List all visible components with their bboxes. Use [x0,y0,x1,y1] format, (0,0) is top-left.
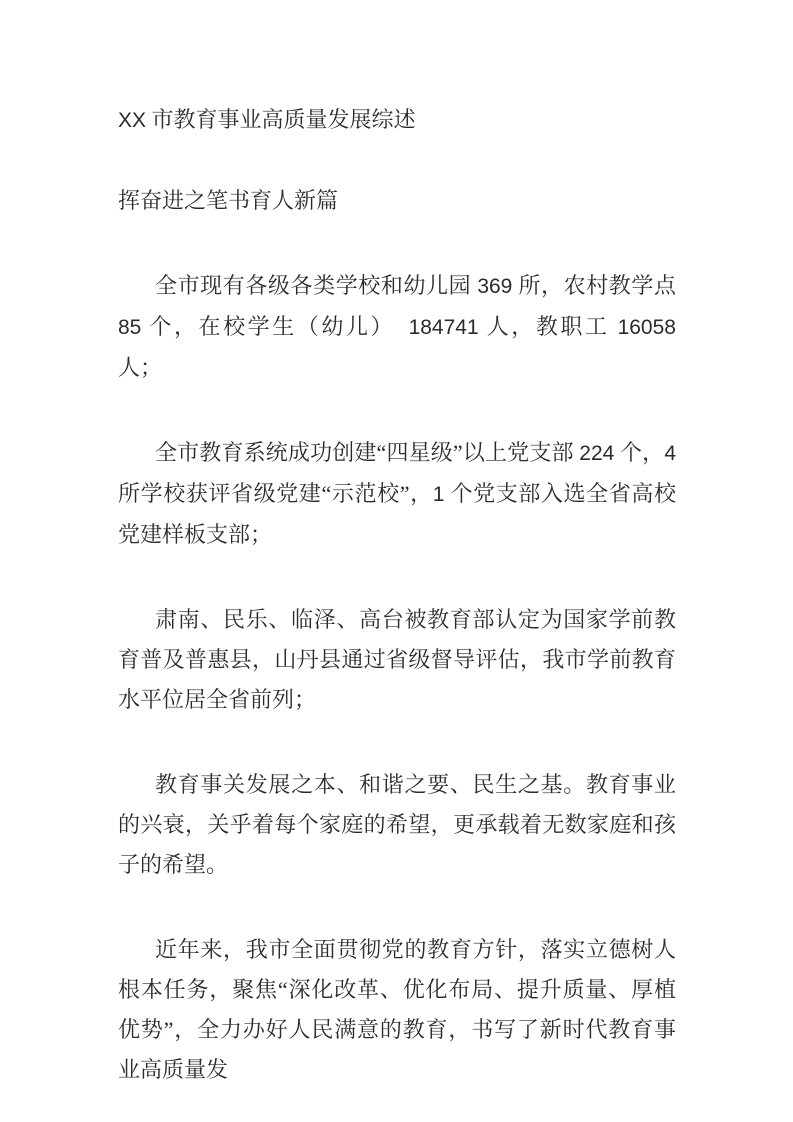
latin-digit-run: 4 [664,442,676,465]
latin-digit-run: 1 [432,483,445,506]
document-subtitle: 挥奋进之笔书育人新篇 [118,188,339,213]
paragraph-education-importance: 教育事关发展之本、和谐之要、民生之基。教育事业的兴衰，关乎着每个家庭的希望，更承载着无数家庭和孩子的希望。 [118,772,676,877]
latin-digit-run: 16058 [617,316,676,339]
paragraph-preschool-education: 肃南、民乐、临泽、高台被教育部认定为国家学前教育普及普惠县，山丹县通过省级督导评估，我市学前教育水平位居全省前列； [118,607,676,712]
paragraph-school-stats: 全市现有各级各类学校和幼儿园 369 所，农村教学点 85 个，在校学生（幼儿） 184741 人，教职工 16058 人； [118,273,676,380]
paragraph-recent-years: 近年来，我市全面贯彻党的教育方针，落实立德树人根本任务，聚焦“深化改革、优化布局、提升质量、厚植优势”，全力办好人民满意的教育，书写了新时代教育事业高质量发 [118,937,676,1082]
paragraph-party-building: 全市教育系统成功创建“四星级”以上党支部 224 个，4 所学校获评省级党建“示范校”，1 个党支部入选全省高校党建样板支部； [118,440,676,547]
latin-digit-run: XX [118,109,147,132]
latin-digit-run: 369 [477,275,513,298]
latin-digit-run: 184741 [408,316,479,339]
document-title: XX 市教育事业高质量发展综述 [118,107,416,132]
latin-digit-run: 224 [579,442,615,465]
latin-digit-run: 85 [118,316,142,339]
